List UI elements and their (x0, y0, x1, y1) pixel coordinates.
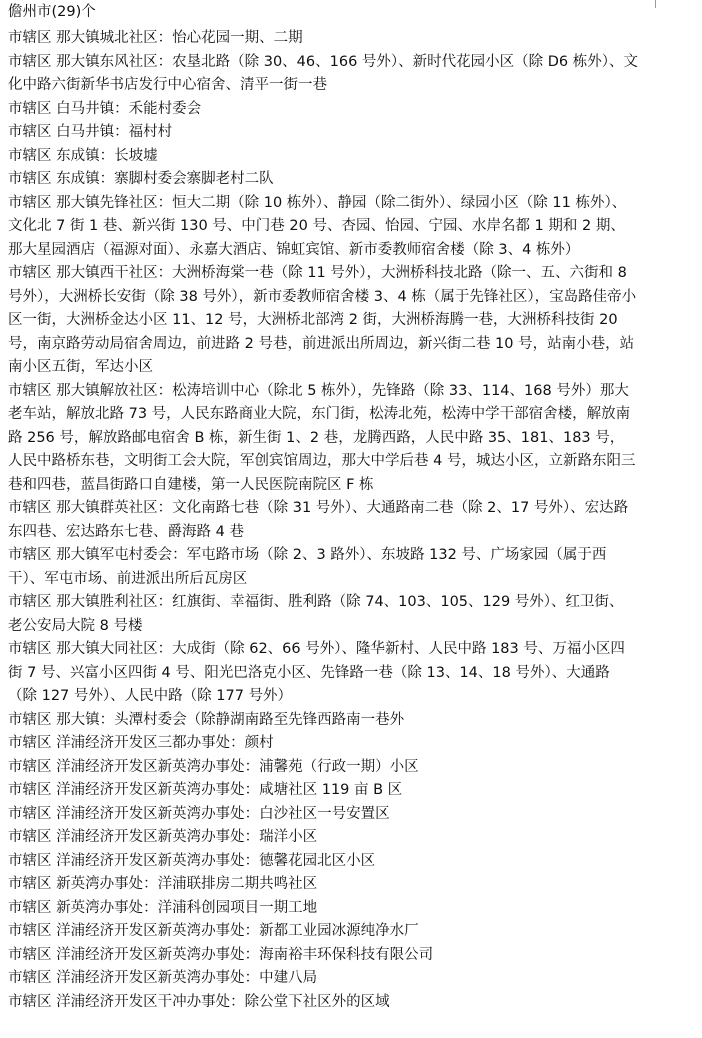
list-item: 市辖区 洋浦经济开发区新英湾办事处：海南裕丰环保科技有限公司 (8, 946, 434, 963)
list-item: 市辖区 那大镇东风社区：农垦北路（除 30、46、166 号外）、新时代花园小区（除 D6 栋外）、文化中路六街新华书店发行中心宿舍、清平一街一巷 (8, 53, 639, 93)
document-title: 儋州市(29)个 (8, 4, 96, 20)
list-item: 市辖区 洋浦经济开发区新英湾办事处：中建八局 (8, 970, 318, 986)
list-item: 市辖区 那大镇解放社区：松涛培训中心（除北 5 栋外），先锋路（除 33、114、168 号外）那大老车站，解放北路 73 号，人民东路商业大院，东门街，松涛北苑，松涛中学干部宿舍楼，解放南路 256 号，解放路邮电宿舍 B 栋，新生街 1、2 巷，龙腾西路，人民中路 35、181、183 号，人民中路桥东巷，文明街工会大院，军创宾馆周边，那大中学后巷 4 号，城达小区，立新路东阳三巷和四巷，蓝昌街路口自建楼，第一人民医院南院区 F 栋 (8, 382, 636, 493)
document-body (8, 3, 638, 1014)
list-item: 市辖区 洋浦经济开发区新英湾办事处：咸塘社区 119 亩 B 区 (8, 782, 403, 798)
list-item: 市辖区 洋浦经济开发区新英湾办事处：德馨花园北区小区 (8, 852, 376, 869)
list-item: 市辖区 洋浦经济开发区新英湾办事处：浦馨苑（行政一期）小区 (8, 758, 419, 775)
list-item: 市辖区 白马井镇：福村村 (8, 124, 173, 140)
list-item: 市辖区 洋浦经济开发区新英湾办事处：新都工业园冰源纯净水厂 (8, 923, 419, 939)
list-item: 市辖区 洋浦经济开发区三都办事处：颜村 (8, 735, 274, 751)
list-item: 市辖区 那大镇西干社区：大洲桥海棠一巷（除 11 号外），大洲桥科技北路（除一、五、六街和 8 号外），大洲桥长安街（除 38 号外），新市委教师宿舍楼 3、4 栋（属于先锋社区），宝岛路佳帝小区一街，大洲桥金达小区 11、12 号，大洲桥北部湾 2 街，大洲桥海腾一巷，大洲桥科技街 20 号，南京路劳动局宿舍周边，前进路 2 号巷，前进派出所周边，新兴街二巷 10 号，站南小巷，站南小区五街，军达小区 (8, 265, 637, 375)
list-item: 市辖区 那大镇：头潭村委会（除静湖南路至先锋西路南一巷外 (8, 711, 405, 728)
list-item: 市辖区 那大镇军屯村委会：军屯路市场（除 2、3 路外）、东坡路 132 号、广场家园（属于西干）、军屯市场、前进派出所后瓦房区 (8, 547, 607, 587)
list-item: 市辖区 东成镇：长坡墟 (8, 147, 158, 164)
list-item: 市辖区 洋浦经济开发区新英湾办事处：白沙社区一号安置区 (8, 805, 390, 822)
list-item: 市辖区 那大镇群英社区：文化南路七巷（除 31 号外）、大通路南二巷（除 2、17 号外）、宏达路东四巷、宏达路东七巷、爵海路 4 巷 (8, 500, 629, 540)
list-item: 市辖区 白马井镇：禾能村委会 (8, 100, 202, 117)
list-item: 市辖区 那大镇城北社区：怡心花园一期、二期 (8, 30, 303, 46)
list-item: 市辖区 新英湾办事处：洋浦联排房二期共鸣社区 (8, 876, 318, 892)
list-item: 市辖区 那大镇先锋社区：恒大二期（除 10 栋外）、静园（除二街外）、绿园小区（除 11 栋外）、文化北 7 街 1 巷、新兴街 130 号、中门巷 20 号、杏园、怡园、宁园、水岸名都 1 期和 2 期、那大星园酒店（福源对面）、永嘉大酒店、锦虹宾馆、新市委教师宿舍楼（除 3、4 栋外） (8, 194, 627, 258)
list-item: 市辖区 洋浦经济开发区干冲办事处：除公堂下社区外的区域 (8, 993, 390, 1010)
list-item: 市辖区 新英湾办事处：洋浦科创园项目一期工地 (8, 899, 318, 916)
divider-line (655, 0, 656, 8)
list-item: 市辖区 东成镇：寨脚村委会寨脚老村二队 (8, 171, 274, 187)
list-item: 市辖区 洋浦经济开发区新英湾办事处：瑞洋小区 (8, 829, 318, 845)
list-item: 市辖区 那大镇大同社区：大成街（除 62、66 号外）、隆华新村、人民中路 183 号、万福小区四街 7 号、兴富小区四街 4 号、阳光巴洛克小区、先锋路一巷（除 13、14、18 号外）、大通路（除 127 号外）、人民中路（除 177 号外） (8, 641, 625, 704)
list-item: 市辖区 那大镇胜利社区：红旗街、幸福街、胜利路（除 74、103、105、129 号外）、红卫街、老公安局大院 8 号楼 (8, 594, 624, 634)
